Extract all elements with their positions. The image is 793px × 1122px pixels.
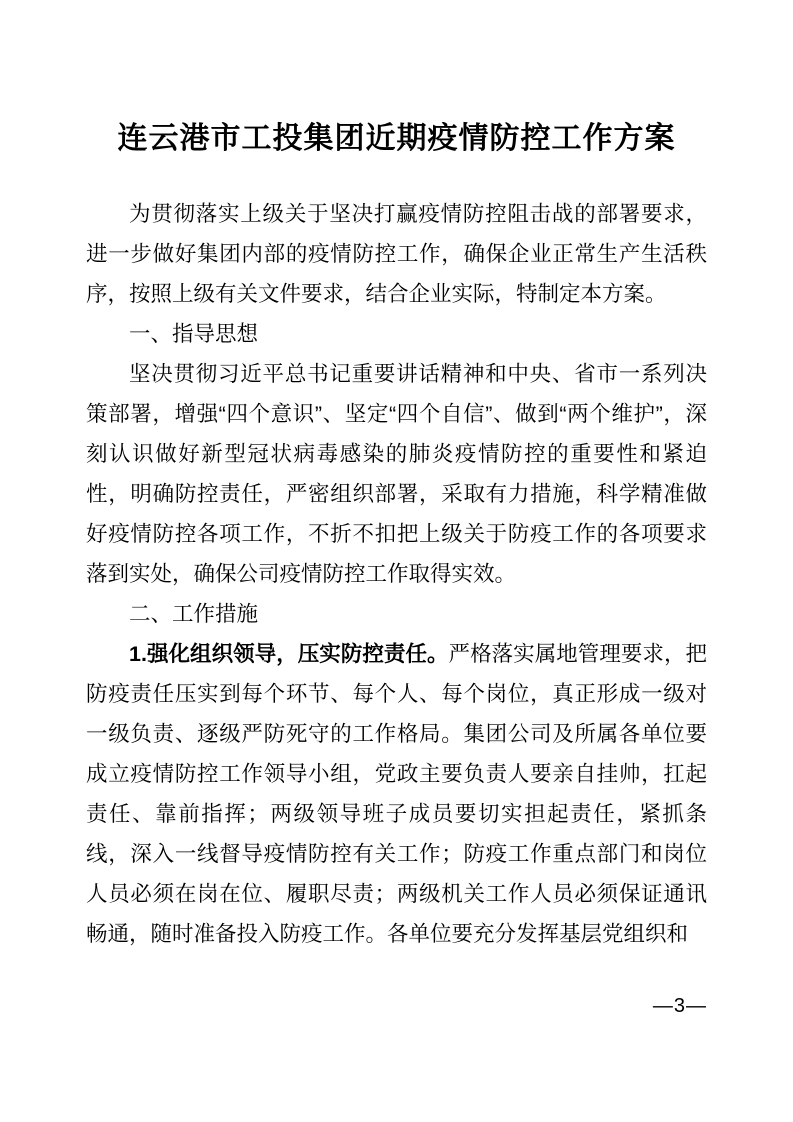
page-number: —3— <box>652 995 707 1017</box>
paragraph-intro: 为贯彻落实上级关于坚决打赢疫情防控阻击战的部署要求，进一步做好集团内部的疫情防控工作，确保企业正常生产生活秩序，按照上级有关文件要求，结合企业实际，特制定本方案。 <box>86 202 707 306</box>
section-heading-1: 一、指导思想 <box>129 322 259 346</box>
page-title: 连云港市工投集团近期疫情防控工作方案 <box>117 122 676 155</box>
measure-1-body: 严格落实属地管理要求，把防疫责任压实到每个环节、每个人、每个岗位，真正形成一级对一级负责、逐级严防死守的工作格局。集团公司及所属各单位要成立疫情防控工作领导小组，党政主要负责人要亲自挂帅，扛起责任、靠前指挥；两级领导班子成员要切实担起责任，紧抓条线，深入一线督导疫情防控有关工作；防疫工作重点部门和岗位人员必须在岗在位、履职尽责；两级机关工作人员必须保证通讯畅通，随时准备投入防疫工作。各单位要充分发挥基层党组织和 <box>86 642 707 946</box>
section-heading-2: 二、工作措施 <box>129 602 259 626</box>
paragraph-guiding-ideology: 坚决贯彻习近平总书记重要讲话精神和中央、省市一系列决策部署，增强“四个意识”、坚定“四个自信”、做到“两个维护”，深刻认识做好新型冠状病毒感染的肺炎疫情防控的重要性和紧迫性，明确防控责任，严密组织部署，采取有力措施，科学精准做好疫情防控各项工作，不折不扣把上级关于防疫工作的各项要求落到实处，确保公司疫情防控工作取得实效。 <box>86 362 707 586</box>
paragraph-measure-1 <box>86 634 707 954</box>
measure-1-lead: 1.强化组织领导，压实防控责任。 <box>129 642 449 666</box>
